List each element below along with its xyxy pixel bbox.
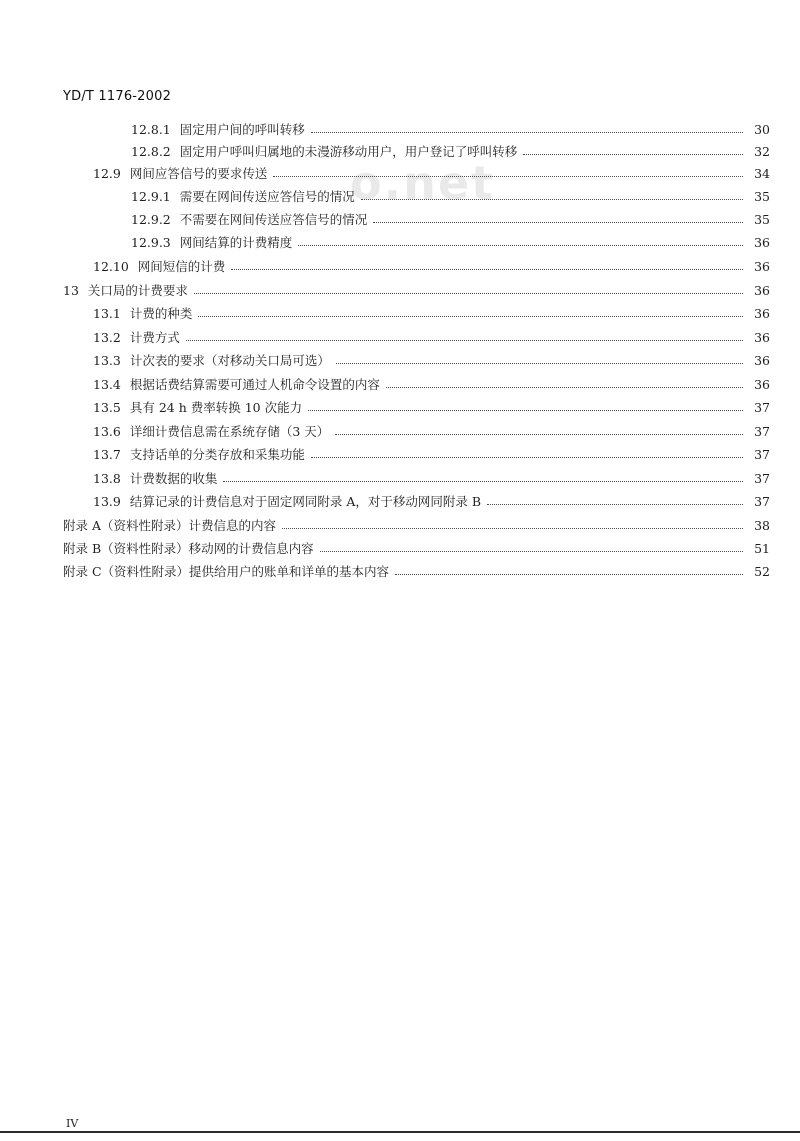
toc-entry-title: 网间短信的计费	[137, 259, 226, 274]
watermark: o.net	[350, 156, 496, 210]
toc-entry-page: 30	[754, 122, 770, 137]
toc-entry-page: 36	[754, 353, 770, 368]
page-number: IV	[66, 1117, 79, 1130]
toc-entry-number: 13.8	[93, 471, 121, 486]
footer-rule	[0, 1131, 800, 1133]
dot-leader	[373, 221, 743, 223]
toc-entry-title: 结算记录的计费信息对于固定网同附录 A，对于移动网同附录 B	[129, 494, 482, 509]
toc-entry-page: 36	[754, 330, 770, 345]
dot-leader	[194, 292, 743, 294]
dot-leader	[335, 433, 743, 435]
toc-entry-annex[interactable]	[63, 562, 770, 582]
toc-entry-title: 需要在网间传送应答信号的情况	[179, 189, 355, 204]
dot-leader	[198, 315, 743, 317]
toc-entry[interactable]	[93, 257, 770, 277]
toc-entry-title: 计费数据的收集	[129, 471, 218, 486]
toc-entry-number: 13.5	[93, 400, 121, 415]
toc-entry-title: 关口局的计费要求	[87, 283, 188, 298]
toc-entry[interactable]	[131, 210, 770, 230]
toc-entry-title: 附录 A（资料性附录）计费信息的内容	[63, 518, 277, 533]
dot-leader	[298, 244, 743, 246]
toc-entry-page: 34	[754, 166, 770, 181]
toc-entry-page: 36	[754, 259, 770, 274]
toc-entry-page: 36	[754, 283, 770, 298]
toc-entry-annex[interactable]	[63, 539, 770, 559]
toc-entry-title: 固定用户呼叫归属地的未漫游移动用户，用户登记了呼叫转移	[179, 144, 518, 159]
toc-entry-number: 12.9.3	[131, 235, 171, 250]
dot-leader	[282, 527, 743, 529]
toc-entry-page: 37	[754, 424, 770, 439]
toc-entry-page: 36	[754, 377, 770, 392]
toc-entry[interactable]	[93, 304, 770, 324]
toc-entry[interactable]	[93, 398, 770, 418]
dot-leader	[273, 175, 743, 177]
toc-entry-page: 35	[754, 189, 770, 204]
toc-entry[interactable]	[131, 142, 770, 162]
dot-leader	[361, 198, 743, 200]
toc-entry[interactable]	[131, 187, 770, 207]
toc-entry[interactable]	[93, 351, 770, 371]
toc-entry-title: 附录 B（资料性附录）移动网的计费信息内容	[63, 541, 314, 556]
dot-leader	[311, 131, 743, 133]
dot-leader	[311, 456, 743, 458]
toc-entry-page: 35	[754, 212, 770, 227]
toc-entry-title: 计费的种类	[129, 306, 193, 321]
toc-entry-number: 12.9	[93, 166, 121, 181]
toc-entry-page: 32	[754, 144, 770, 159]
dot-leader	[386, 386, 743, 388]
toc-entry-title: 固定用户间的呼叫转移	[179, 122, 305, 137]
standard-code-header: YD/T 1176-2002	[63, 89, 172, 104]
toc-entry-number: 13	[63, 283, 79, 298]
toc-entry[interactable]	[93, 422, 770, 442]
dot-leader	[336, 362, 743, 364]
toc-entry-title: 根据话费结算需要可通过人机命令设置的内容	[129, 377, 380, 392]
dot-leader	[523, 153, 743, 155]
toc-entry-number: 12.8.1	[131, 122, 171, 137]
toc-entry-page: 37	[754, 494, 770, 509]
toc-entry-number: 13.1	[93, 306, 121, 321]
toc-entry-annex[interactable]	[63, 516, 770, 536]
toc-entry-number: 12.9.1	[131, 189, 171, 204]
toc-entry-title: 计费方式	[129, 330, 180, 345]
dot-leader	[487, 503, 743, 505]
toc-entry-page: 52	[754, 564, 770, 579]
toc-entry-number: 13.4	[93, 377, 121, 392]
toc-entry[interactable]	[93, 164, 770, 184]
toc-entry-page: 37	[754, 447, 770, 462]
toc-entry[interactable]	[63, 281, 770, 301]
dot-leader	[308, 409, 743, 411]
toc-entry-number: 13.3	[93, 353, 121, 368]
toc-entry-title: 不需要在网间传送应答信号的情况	[179, 212, 368, 227]
toc-entry[interactable]	[93, 445, 770, 465]
toc-entry[interactable]	[93, 469, 770, 489]
toc-entry-title: 具有 24 h 费率转换 10 次能力	[129, 400, 303, 415]
toc-entry[interactable]	[93, 492, 770, 512]
toc-entry[interactable]	[93, 328, 770, 348]
toc-entry-number: 13.9	[93, 494, 121, 509]
toc-entry-title: 支持话单的分类存放和采集功能	[129, 447, 305, 462]
toc-entry-number: 13.7	[93, 447, 121, 462]
toc-entry[interactable]	[131, 120, 770, 140]
toc-entry-page: 36	[754, 306, 770, 321]
toc-entry-number: 13.2	[93, 330, 121, 345]
toc-entry-number: 12.10	[93, 259, 129, 274]
toc-entry-title: 网间应答信号的要求传送	[129, 166, 268, 181]
dot-leader	[395, 573, 743, 575]
toc-entry-page: 37	[754, 471, 770, 486]
toc-entry-number: 13.6	[93, 424, 121, 439]
dot-leader	[186, 339, 743, 341]
toc-entry-title: 网间结算的计费精度	[179, 235, 293, 250]
toc-entry-title: 附录 C（资料性附录）提供给用户的账单和详单的基本内容	[63, 564, 390, 579]
toc-entry[interactable]	[131, 233, 770, 253]
toc-entry-title: 计次表的要求（对移动关口局可选）	[129, 353, 330, 368]
toc-entry-number: 12.9.2	[131, 212, 171, 227]
dot-leader	[231, 268, 743, 270]
dot-leader	[320, 550, 743, 552]
dot-leader	[223, 480, 743, 482]
toc-entry-title: 详细计费信息需在系统存储（3 天）	[129, 424, 330, 439]
toc-entry-number: 12.8.2	[131, 144, 171, 159]
toc-entry[interactable]	[93, 375, 770, 395]
toc-entry-page: 51	[754, 541, 770, 556]
toc-entry-page: 37	[754, 400, 770, 415]
toc-entry-page: 36	[754, 235, 770, 250]
toc-entry-page: 38	[754, 518, 770, 533]
